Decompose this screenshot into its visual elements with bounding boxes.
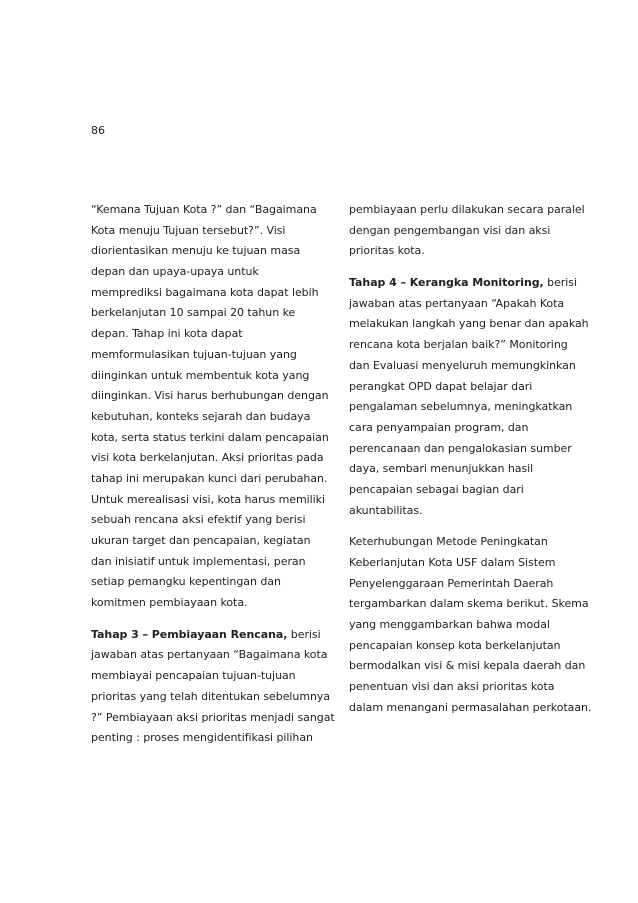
section-heading-tahap-3: Tahap 3 – Pembiayaan Rencana, (91, 627, 288, 641)
text-line: memformulasikan tujuan-tujuan yang (91, 347, 297, 361)
text-line: Keberlanjutan Kota USF dalam Sistem (349, 556, 556, 569)
text-line: perencanaan dan pengalokasian sumber (349, 441, 572, 455)
text-line: “Kemana Tujuan Kota ?” dan “Bagaimana (91, 203, 317, 216)
text-line: dan Evaluasi menyeluruh memungkinkan (349, 358, 576, 372)
page-number: 86 (91, 124, 105, 137)
heading-continuation: berisi (543, 276, 577, 290)
text-line: Penyelenggaraan Pemerintah Daerah (349, 576, 554, 590)
text-line: prioritas yang telah ditentukan sebelumnya (91, 689, 331, 703)
text-line: perangkat OPD dapat belajar dari (349, 379, 533, 393)
text-line: pencapaian konsep kota berkelanjutan (349, 638, 561, 652)
text-line (91, 625, 331, 646)
text-line: diorientasikan menuju ke tujuan masa (91, 244, 301, 258)
text-line: dan inisiatif untuk implementasi, peran (91, 554, 306, 568)
text-line: sebuah rencana aksi efektif yang berisi (91, 513, 306, 527)
text-line: depan. Tahap ini kota dapat (91, 327, 243, 341)
left-column (91, 200, 335, 749)
right-paragraph-keterhubungan (349, 532, 594, 718)
text-line: komitmen pembiayaan kota. (91, 596, 248, 610)
text-line: diinginkan untuk membentuk kota yang (91, 368, 310, 382)
text-line: Keterhubungan Metode Peningkatan (349, 535, 548, 549)
text-line: melakukan langkah yang benar dan apakah (349, 317, 589, 331)
left-paragraph-visi (91, 200, 331, 614)
text-line: rencana kota berjalan baik?” Monitoring (349, 338, 568, 352)
paragraph-gap (349, 521, 594, 532)
text-line: membiayai pencapaian tujuan-tujuan (91, 669, 296, 683)
text-line: jawaban atas pertanyaan “Apakah Kota (349, 296, 565, 310)
text-line: visi kota berkelanjutan. Aksi prioritas pada (91, 451, 324, 465)
left-paragraph-tahap-3 (91, 625, 335, 749)
text-line: dalam menangani permasalahan perkotaan. (349, 700, 592, 714)
text-line: Kota menuju Tujuan tersebut?”. Visi (91, 223, 286, 237)
text-line: Untuk merealisasi visi, kota harus memiliki (91, 492, 325, 506)
text-line: tergambarkan dalam skema berikut. Skema (349, 597, 589, 611)
text-line: bermodalkan visi & misi kepala daerah dan (349, 659, 586, 673)
right-paragraph-continuation (349, 200, 594, 262)
text-line: yang menggambarkan bahwa modal (349, 618, 550, 632)
text-line: pembiayaan perlu dilakukan secara paralel (349, 203, 585, 216)
text-line: tahap ini merupakan kunci dari perubahan. (91, 471, 328, 485)
text-line: setiap pemangku kepentingan dan (91, 575, 281, 589)
text-line (349, 273, 594, 294)
text-line: depan dan upaya-upaya untuk (91, 265, 259, 279)
text-line: diinginkan. Visi harus berhubungan dengan (91, 389, 329, 403)
text-line: penting : proses mengidentifikasi pilihan (91, 731, 313, 745)
text-line: ukuran target dan pencapaian, kegiatan (91, 534, 311, 547)
text-line: pengalaman sebelumnya, meningkatkan (349, 400, 573, 414)
heading-continuation: berisi (287, 627, 321, 641)
paragraph-gap (91, 614, 331, 625)
text-line: penentuan visi dan aksi prioritas kota (349, 680, 555, 694)
text-line: cara penyampaian program, dan (349, 420, 529, 434)
text-line: akuntabilitas. (349, 503, 423, 517)
text-line: pencapaian sebagai bagian dari (349, 482, 524, 496)
text-line: kota, serta status terkini dalam pencapaian (91, 430, 329, 444)
text-line: daya, sembari menunjukkan hasil (349, 462, 534, 476)
text-line: ?” Pembiayaan aksi prioritas menjadi sangat (91, 710, 335, 724)
paragraph-gap (349, 262, 594, 273)
text-line: jawaban atas pertanyaan “Bagaimana kota (91, 648, 328, 662)
text-line: prioritas kota. (349, 244, 425, 258)
text-line: kebutuhan, konteks sejarah dan budaya (91, 409, 311, 423)
text-line: berkelanjutan 10 sampai 20 tahun ke (91, 306, 296, 320)
right-column (349, 200, 594, 719)
text-line: dengan pengembangan visi dan aksi (349, 223, 551, 237)
right-paragraph-tahap-4 (349, 273, 594, 521)
text-line: memprediksi bagaimana kota dapat lebih (91, 285, 319, 299)
section-heading-tahap-4: Tahap 4 – Kerangka Monitoring, (349, 276, 544, 290)
